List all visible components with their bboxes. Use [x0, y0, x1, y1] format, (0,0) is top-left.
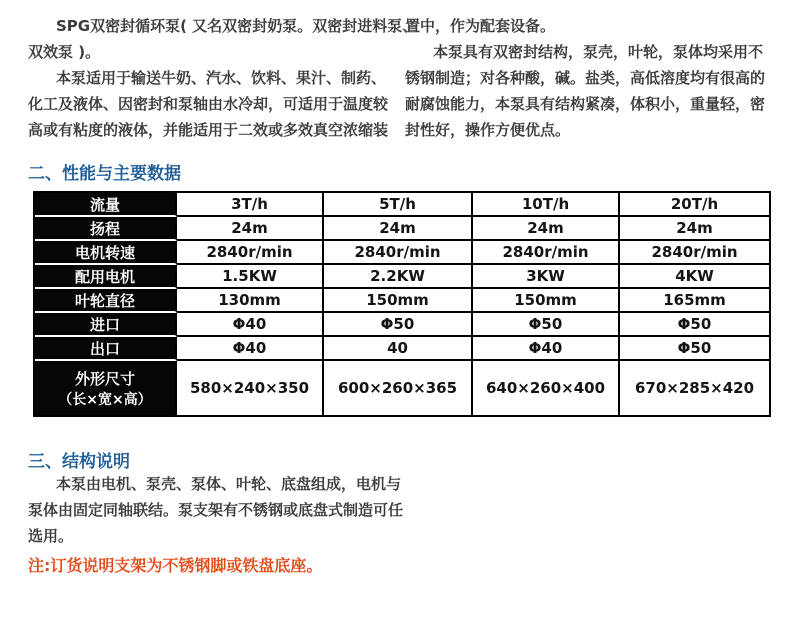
- table-cell: 10T/h: [473, 193, 620, 217]
- table-row-motor-power: [35, 265, 769, 289]
- intro-left-column: [28, 13, 418, 143]
- row-label: 进口: [35, 313, 177, 337]
- row-label: 扬程: [35, 217, 177, 241]
- table-row-outlet: [35, 337, 769, 361]
- table-cell: Φ50: [473, 313, 620, 337]
- table-cell: 40: [324, 337, 473, 361]
- intro-right-column: [405, 13, 765, 143]
- table-cell: Φ50: [620, 337, 769, 361]
- text-line: 锈钢制造；对各种酸，碱。盐类，高低溶度均有很高的: [405, 69, 766, 87]
- table-cell: Φ40: [473, 337, 620, 361]
- table-cell: 165mm: [620, 289, 769, 313]
- text-line: 置中，作为配套设备。: [405, 17, 556, 35]
- text-line: 耐腐蚀能力，本泵具有结构紧凑，体积小，重量轻，密: [405, 95, 766, 113]
- table-row-motor-speed: [35, 241, 769, 265]
- text-line: 选用。: [28, 527, 74, 545]
- row-label: 叶轮直径: [35, 289, 177, 313]
- row-label-line1: 外形尺寸: [74, 369, 135, 388]
- table-cell: 5T/h: [324, 193, 473, 217]
- text-line: 泵体由固定同轴联结。泵支架有不锈钢或底盘式制造可任: [28, 501, 404, 519]
- table-cell: 600×260×365: [324, 361, 473, 415]
- section-heading-structure: 三、结构说明: [28, 452, 130, 472]
- table-cell: 2840r/min: [177, 241, 324, 265]
- table-cell: 640×260×400: [473, 361, 620, 415]
- table-cell: 670×285×420: [620, 361, 769, 415]
- table-row-flow: [35, 193, 769, 217]
- row-label: 出口: [35, 337, 177, 361]
- table-cell: 3T/h: [177, 193, 324, 217]
- table-cell: 150mm: [473, 289, 620, 313]
- table-row-head: [35, 217, 769, 241]
- order-note: 注:订货说明支架为不锈钢脚或铁盘底座。: [28, 556, 323, 575]
- table-cell: Φ50: [620, 313, 769, 337]
- table-cell: 150mm: [324, 289, 473, 313]
- table-row-impeller-diameter: [35, 289, 769, 313]
- structure-paragraph: [28, 471, 413, 549]
- section-heading-performance: 二、性能与主要数据: [28, 164, 181, 184]
- table-cell: 24m: [473, 217, 620, 241]
- text-line: 高或有粘度的液体，并能适用于二效或多效真空浓缩装: [28, 121, 389, 139]
- table-cell: 2840r/min: [473, 241, 620, 265]
- table-cell: Φ40: [177, 337, 324, 361]
- row-label: 电机转速: [35, 241, 177, 265]
- row-label: 流量: [35, 193, 177, 217]
- table-cell: 2840r/min: [324, 241, 473, 265]
- table-cell: 20T/h: [620, 193, 769, 217]
- table-cell: 24m: [324, 217, 473, 241]
- table-cell: Φ40: [177, 313, 324, 337]
- table-cell: 130mm: [177, 289, 324, 313]
- text-line: 双效泵 )。: [28, 43, 101, 61]
- performance-table: [33, 191, 771, 417]
- table-cell: 580×240×350: [177, 361, 324, 415]
- row-label: 配用电机: [35, 265, 177, 289]
- text-line: 本泵由电机、泵壳、泵体、叶轮、底盘组成，电机与: [56, 475, 402, 493]
- table-row-dimensions: [35, 361, 769, 415]
- row-label: [35, 361, 177, 415]
- text-line: 封性好，操作方便优点。: [405, 121, 571, 139]
- text-line: 本泵具有双密封结构，泵壳，叶轮，泵体均采用不: [433, 43, 764, 61]
- table-cell: 24m: [177, 217, 324, 241]
- table-row-inlet: [35, 313, 769, 337]
- text-line: 化工及液体、因密封和泵轴由水冷却，可适用于温度较: [28, 95, 389, 113]
- row-label-line2: （长×宽×高）: [58, 391, 152, 408]
- text-line: SPG双密封循环泵( 又名双密封奶泵。双密封进料泵、: [56, 17, 418, 35]
- table-cell: 2840r/min: [620, 241, 769, 265]
- table-cell: 3KW: [473, 265, 620, 289]
- table-cell: 1.5KW: [177, 265, 324, 289]
- table-cell: Φ50: [324, 313, 473, 337]
- table-cell: 4KW: [620, 265, 769, 289]
- table-cell: 24m: [620, 217, 769, 241]
- text-line: 本泵适用于输送牛奶、汽水、饮料、果汁、制药、: [56, 69, 387, 87]
- table-cell: 2.2KW: [324, 265, 473, 289]
